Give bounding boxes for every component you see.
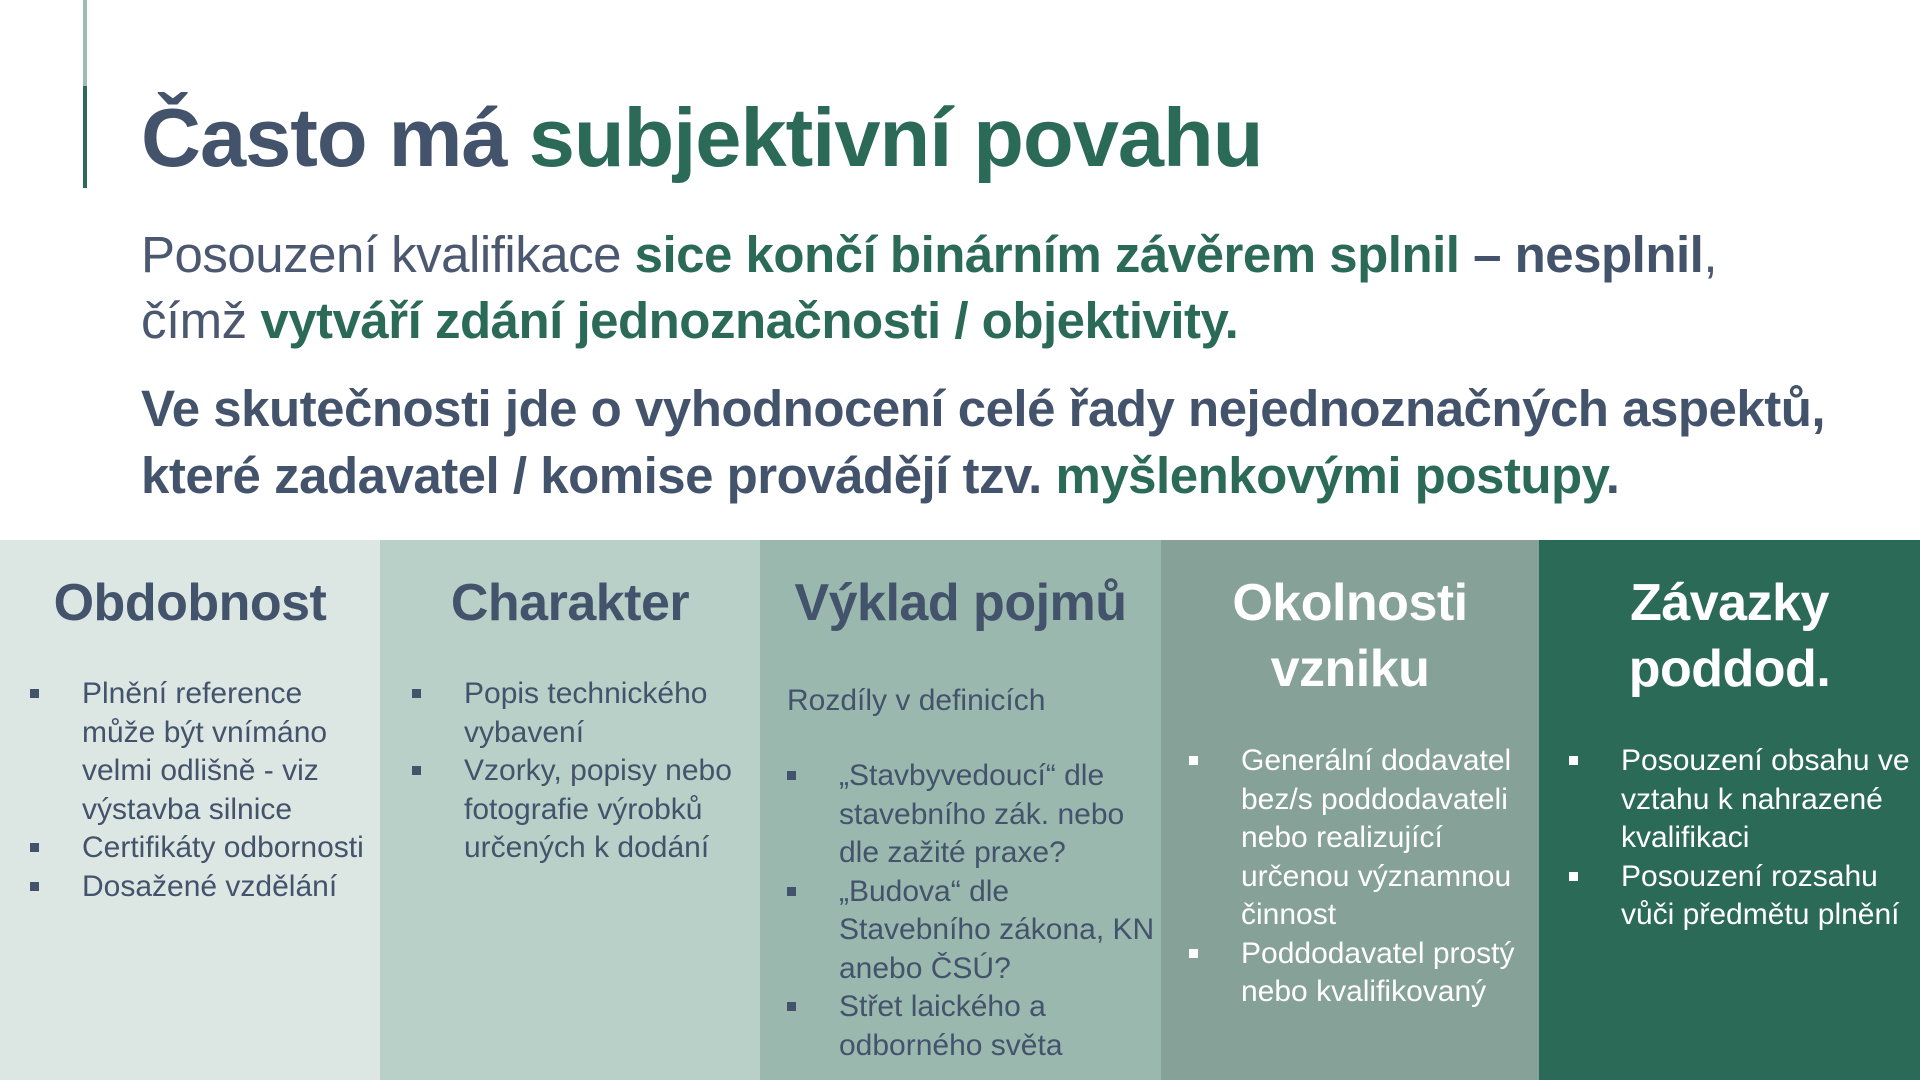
column-subtitle: Rozdíly v definicích (787, 684, 1046, 717)
intro-line1-slate: – nesplnil (1459, 226, 1704, 283)
column-title-line-1: Okolnosti (1232, 574, 1468, 632)
column-list (412, 675, 757, 868)
list-item: Poddodavatel prostý nebo kvalifikovaný (1189, 935, 1534, 1012)
column-title: Výklad pojmů (794, 574, 1127, 632)
title-accent-bar (83, 0, 87, 188)
list-item: „Budova“ dle Stavebního zákona, KN anebo ČSÚ? (787, 873, 1157, 989)
column-list (30, 675, 370, 906)
column-list (1569, 742, 1919, 935)
column-title-line-2: poddod. (1628, 640, 1831, 698)
column-list (1189, 742, 1534, 1012)
slide-title (141, 88, 1262, 188)
column-vyklad-pojmu (760, 540, 1161, 1080)
statement-paragraph (141, 375, 1911, 509)
list-item: Plnění reference může být vnímáno velmi odlišně - viz výstavba silnice (30, 675, 370, 829)
aspect-columns (0, 540, 1920, 1080)
column-title: Charakter (450, 574, 690, 632)
list-item: Posouzení rozsahu vůči předmětu plnění (1569, 858, 1919, 935)
column-title: Obdobnost (53, 574, 327, 632)
list-item: Popis technického vybavení (412, 675, 757, 752)
list-item: „Stavbyvedoucí“ dle stavebního zák. nebo dle zažité praxe? (787, 757, 1157, 873)
column-charakter (380, 540, 760, 1080)
list-item: Certifikáty odbornosti (30, 829, 370, 868)
intro-line1-end: , (1703, 226, 1718, 283)
statement-part-3: . (1605, 447, 1620, 504)
title-part-2: subjektivní povahu (528, 91, 1263, 184)
list-item: Vzorky, popisy nebo fotografie výrobků určených k dodání (412, 752, 757, 868)
intro-line1-plain: Posouzení kvalifikace (141, 226, 635, 283)
list-item: Střet laického a odborného světa (787, 988, 1157, 1065)
intro-line1-green: sice končí binárním závěrem splnil (634, 226, 1460, 283)
column-title (1539, 540, 1920, 702)
list-item: Dosažené vzdělání (30, 868, 370, 907)
column-title (1161, 540, 1539, 702)
statement-part-2: myšlenkovými postupy (1055, 447, 1606, 504)
list-item: Posouzení obsahu ve vztahu k nahrazené kvalifikaci (1569, 742, 1919, 858)
intro-line2-green: vytváří zdání jednoznačnosti / objektivity. (260, 292, 1239, 349)
column-title-line-1: Závazky (1630, 574, 1829, 632)
intro-paragraph (141, 222, 1901, 354)
title-part-1: Často má (141, 91, 529, 184)
column-title-line-2: vzniku (1270, 640, 1430, 698)
column-okolnosti-vzniku (1161, 540, 1539, 1080)
intro-line2-plain: čímž (141, 292, 261, 349)
statement-part-1: Ve skutečnosti jde o vyhodnocení celé řady nejednoznačných aspektů, které zadavatel / komise provádějí tzv. (141, 380, 1826, 504)
column-list (787, 757, 1157, 1065)
column-zavazky-poddod (1539, 540, 1920, 1080)
list-item: Generální dodavatel bez/s poddodavateli nebo realizující určenou významnou činnost (1189, 742, 1534, 935)
column-obdobnost (0, 540, 380, 1080)
